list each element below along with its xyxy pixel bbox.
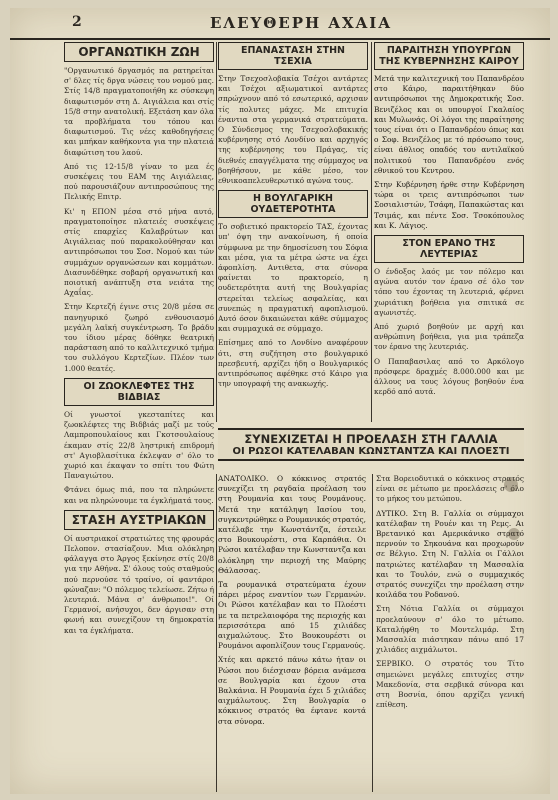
article-title: ΠΑΡΑΙΤΗΣΗ ΥΠΟΥΡΓΩΝ ΤΗΣ ΚΥΒΕΡΝΗΣΗΣ ΚΑΙΡΟΥ <box>374 42 524 70</box>
article-paragraph: Χτές και αρκετό πάνω κάτω ήταν οι Ρώσοι που διέσχισαν βόρεια ανάμεσα σε Βουλγαρία και έχουν στα Βαλκάνια. Η Ρουμανία έχει 5 χιλιάδες αιχμάλωτους. Στη Βουλγαρία ο κόκκινος στρατός θα έφτανε κοντά στα σύνορα. <box>218 655 366 726</box>
article-paragraph: Τα ρουμανικά στρατεύματα έχουν πάρει μέρος εναντίον των Γερμανών. Οι Ρώσοι κατέλαβαν και το Πλοέστι με τα πετρελαιοφόρα της περιοχής και περισσότερα από 15 χιλιάδες αιχμαλώτους. Στο Βουκουρέστι οι Ρουμάνοι αφοπλίζουν τους Γερμανούς. <box>218 580 366 651</box>
page-number: 2 <box>72 14 82 30</box>
article-title: ΣΤΟΝ ΕΡΑΝΟ ΤΗΣ ΛΕΥΤΕΡΙΑΣ <box>374 235 524 263</box>
article-paragraph: Φτάνει όμως πιά, που τα πληρώνετε και να πληρώνουμε τα έγκλήματά τους. <box>64 485 214 505</box>
main-story-right-column <box>376 474 524 714</box>
article-paragraph: Από τις 12-15/8 γίναν το μεα ές συσκέψεις του ΕΑΜ της Αιγιάλειας, πού παρουσιάζουν αντιπροσώπους της Πελικής Επιτρ. <box>64 161 214 202</box>
ink-stain <box>508 528 520 540</box>
article-paragraph: Στη Νότια Γαλλία οι σύμμαχοι προελαύνουν σ' όλο το μέτωπο. Καταλήφθη το Μοντελιμάρ. Στη Μασσαλία πιάστηκαν πάνω από 17 χιλιάδες αιχμάλωτοι. <box>376 604 524 655</box>
article-paragraph: ΑΝΑΤΟΛΙΚΟ. Ο κόκκινος στρατός συνεχίζει τη ραγδαία προέλαση του στη Ρουμανία και τους Ρουμάνους. Μετά την κατάληψη Ιασίου του, συγκεντρώθηκε ο Ρουμανικός στρατός, κατέλαβε την Κωνστάντζα, έστειλε στο Βουκουρέστι, στα Καρπάθια. Οι Ρώσοι κατέλαβαν την Κωνσταντζα και ολόκληρη την περιοχή της Μαύρης Θάλασσας. <box>218 474 366 575</box>
article-title: ΣΤΑΣΗ ΑΥΣΤΡΙΑΚΩΝ <box>64 510 214 530</box>
article-paragraph: Το σοβιετικό πρακτορείο ΤΑΣ, έχοντας υπ' όψη την ανακοίνωση, ή οποία σύμφωνα με την δημοσίευση του Σόφια και μέσα, για τα μέτρα ώστε να έχει άφοπλίση. Αντιθετα, στα σύνορα φαίνεται το πρακτορείο, η ουδετερότητα αυτή της Βουλγαρίας στερείται τελείως ασφαλείας, και συνεπώς η πραγματική αφοπλισμού. Αυτό όσον δικαιώνεται κάθε σύμμαχος και συμμαχικά σε σύμμαχο. <box>218 222 368 334</box>
column-rule <box>216 474 217 792</box>
article-paragraph: Στα Βορειοδυτικά ο κόκκινος στρατός είναι σε μέτωπο με προελάσεις σ' όλο το μήκος του μετώπου. <box>376 474 524 504</box>
masthead <box>10 8 550 40</box>
article-paragraph: Ο ένδοξος λαός με τον πόλεμο και αγώνα αυτόν τον έρανο σέ όλο τον τόπο του έχοντας τη λευτεριά, φέρνει χωριάτικη βοήθεια για σπιτικά σε αγωνιστές. <box>374 267 524 317</box>
article-paragraph: Επίσημες από το Λονδίνο αναφέρουν ότι, στη συζήτηση στο βουλγαρικό πρεσβευτή, αρχίζει ήδη ο Βουλγαρικός αντιπρόσωπος αφέθηκε στό Κάιρο για την υπογραφή της ανακωχής. <box>218 338 368 389</box>
article-paragraph: Οί γνωστοί γκεσταπίτες και ζωοκλέφτες της Βιδβιάς μαζί με τούς Λαμπροπουλαίους και Γκοτσουλαίους έκαμαν στίς 22/8 ληστρική επιδρομή στ' Αγιοβλασίτικα έκλεψαν σ' όλο το χωριό και έκαψαν το σπίτι του Φώτη Παναγιώτου. <box>64 409 214 481</box>
column-rule <box>371 42 372 422</box>
column-rule <box>216 42 217 422</box>
article-title: ΟΙ ΖΩΟΚΛΕΦΤΕΣ ΤΗΣ ΒΙΔΒΙΑΣ <box>64 378 214 406</box>
article-paragraph: Στην Τσεχοσλοβακία Τσέχοι αντάρτες και Τσέχοι αξιωματικοί αντάρτες σπρώχνουν από τό εσωτερικό, αρχισαν τίς πολυτες μάχες. Με επιτυχία έναντια στα γερμανικά στρατεύματα. Ο Σύνδεσμος της Τσεχοσλοβακικής κυβέρνησης στό Λονδίνο και αρχηγός της κυβέρνησης του Πράγας, τίς διεθνές επαγγέλματα της σύμμαχος να βοηθήσουν, με κάθε μέσο, τον εθνικοαπελευθερωτικό αγώνα τους. <box>218 74 368 186</box>
column-middle <box>218 42 368 393</box>
article-paragraph: Στην Κυβέρνηση ήρθε στην Κυβέρνηση τώρα οι τρεις αντιπρόσωποι των Σοσιαλιστών, Τσάφη, Παπακώστας και Τσιμάς, και πέντε Σοσ. Τσοκόπουλος και Κ. Λάγιος. <box>374 180 524 230</box>
article-paragraph: Από χωριό βοηθούν με αρχή και ανθρώπινη βοήθεια, για μια τράπεζα τον έρανο της λευτεριάς. <box>374 322 524 352</box>
article-title: ΕΠΑΝΑΣΤΑΣΗ ΣΤΗΝ ΤΣΕΧΙΑ <box>218 42 368 70</box>
article-title: ΟΡΓΑΝΩΤΙΚΗ ΖΩΗ <box>64 42 214 62</box>
column-right <box>374 42 524 401</box>
article-paragraph: Κι' η ΕΠΟΝ μέσα στό μήνα αυτό, πραγματοποίησε πλατειές συσκέψεις στίς επαρχίες Καλαβρύτων και Αιγιάλειας πού παρακολούθησαν και αντιπρόσωποι του Σοσ. Νομού και τών συμμάχων οργανώσεων και κομμάτων. Διασυνδέθηκε σοβαρή οργανωτική και ποιοτική ανάπτυξη στα νειάτα της Αχαΐας. <box>64 206 214 298</box>
column-left <box>64 42 214 640</box>
article-paragraph: Ο Παπαβασιλας από το Αρκόλογο πρόσφερε δραχμές 8.000.000 και με άλλους να τους λόγους βοηθούν ένα κερδό από αυτά. <box>374 356 524 397</box>
ink-stain <box>504 478 518 492</box>
article-paragraph: ΣΕΡΒΙΚΟ. Ο στρατός του Τίτο σημειώνει μεγάλες επιτυχίες στην Μακεδονία, στα σερβικά σύνορα και στη Βοσνία, όπου αρχίζει γενική επίθεση. <box>376 659 524 710</box>
main-subheadline: ΟΙ ΡΩΣΟΙ ΚΑΤΕΛΑΒΑΝ ΚΩΝΣΤΑΝΤΖΑ ΚΑΙ ΠΛΟΕΣΤΙ <box>232 446 510 457</box>
newspaper-page <box>10 8 550 794</box>
article-paragraph: "Οργανωτικό δργασμός πα ρατηρείται σ' δλες τίς δργα νώσεις του νομού μας. Στίς 14/8 πραγματοποιήθη κε σύσκεψη διαφωτισμόν στη Δ. Αιγιάλεια και στίς 15/8 στην ανατολική. Εξετάση καν όλα τα προβλήματα του τόπου και διαφωτισμού. Τις νέες καθοδηγήσεις και μπήκαν καθήκοντα για την πλατειά διαφώτιση του λαού. <box>64 66 214 157</box>
article-title: Η ΒΟΥΛΓΑΡΙΚΗ ΟΥΔΕΤΕΡΟΤΗΤΑ <box>218 190 368 218</box>
column-rule <box>372 474 373 792</box>
newspaper-title: ΕΛΕΥΘΕΡΗ ΑΧΑΙΑ <box>210 14 392 32</box>
article-paragraph: Μετά την καλιτεχνική του Παπανδρέου στο Κάιρο, παραιτήθηκαν δύο αντιπρόσωποι της Δημοκρατικής Σοσ. Βενιζέλος και οι υπουργοί Γκαλαίος και Μυλωνάς. Οί λόγοι της παραίτησης τους είναι ότι ο Παπανδρέου όπως και ο Σοφ. Βενιζέλος με τό πρόσωπο τους, είναι άθλιος οπαδός του αντιλαϊκού πολιτικού του Παπανδρέου ενός εθνικού του Κεντρου. <box>374 74 524 175</box>
article-paragraph: ΔΥΤΙΚΟ. Στη Β. Γαλλία οι σύμμαχοι κατέλαβαν τη Ρουέν και τη Ρεμς. Αι Βρετανικό και Αμερικάνικο στρατό περνούν το Σηκουάνα και προχωρούν σε Βέλγιο. Στη Ν. Γαλλία οι Γάλλοι πατριώτες κατέλαβαν τη Μασσαλία και το Τουλόν, ενώ ο συμμαχικός στρατός συνεχίζει την προέλαση στην κοιλάδα του Ροδανού. <box>376 508 524 600</box>
main-headline: ΣΥΝΕΧΙΖΕΤΑΙ Η ΠΡΟΕΛΑΣΗ ΣΤΗ ΓΑΛΛΙΑ <box>244 432 498 446</box>
main-story-left-column <box>218 474 366 731</box>
article-paragraph: Οί αυστριακοί στρατιώτες της φρουράς Πελοπον. στασίαζουν. Μια ολόκληρη φάλαγγα στο Άργος ξεκίνησε στίς 20/8 για την Αθήνα. Σ' όλους τούς σταθμούς πού περνούσε τό τραίνο, οί φαντάροι φώναζαν: "Ο πόλεμος τελείωσε. Ζήτω ή λευτεριά. Μάνα σ' άνθρωποι!". Οί Γερμανοί, ανήσυχοι, δεν άργισαν στη φωνή και συνεχίζουν τη δημοκρατία και τα έγκλήματα. <box>64 533 214 635</box>
article-paragraph: Στην Κερτεζή έγινε στις 20/8 μέσα σε πανηγυρικό ζωηρό ενθουσιασμό μεγάλη λαϊκή συγκέντρωση. Το βράδυ του ίδιου μέρας δόθηκε θεατρική παράσταση από το καλλιτεχνικό τμήμα του συλλόγου Κερτεζίων. Πλέον των 1.000 θεατές. <box>64 302 214 373</box>
main-story-banner <box>218 428 524 461</box>
